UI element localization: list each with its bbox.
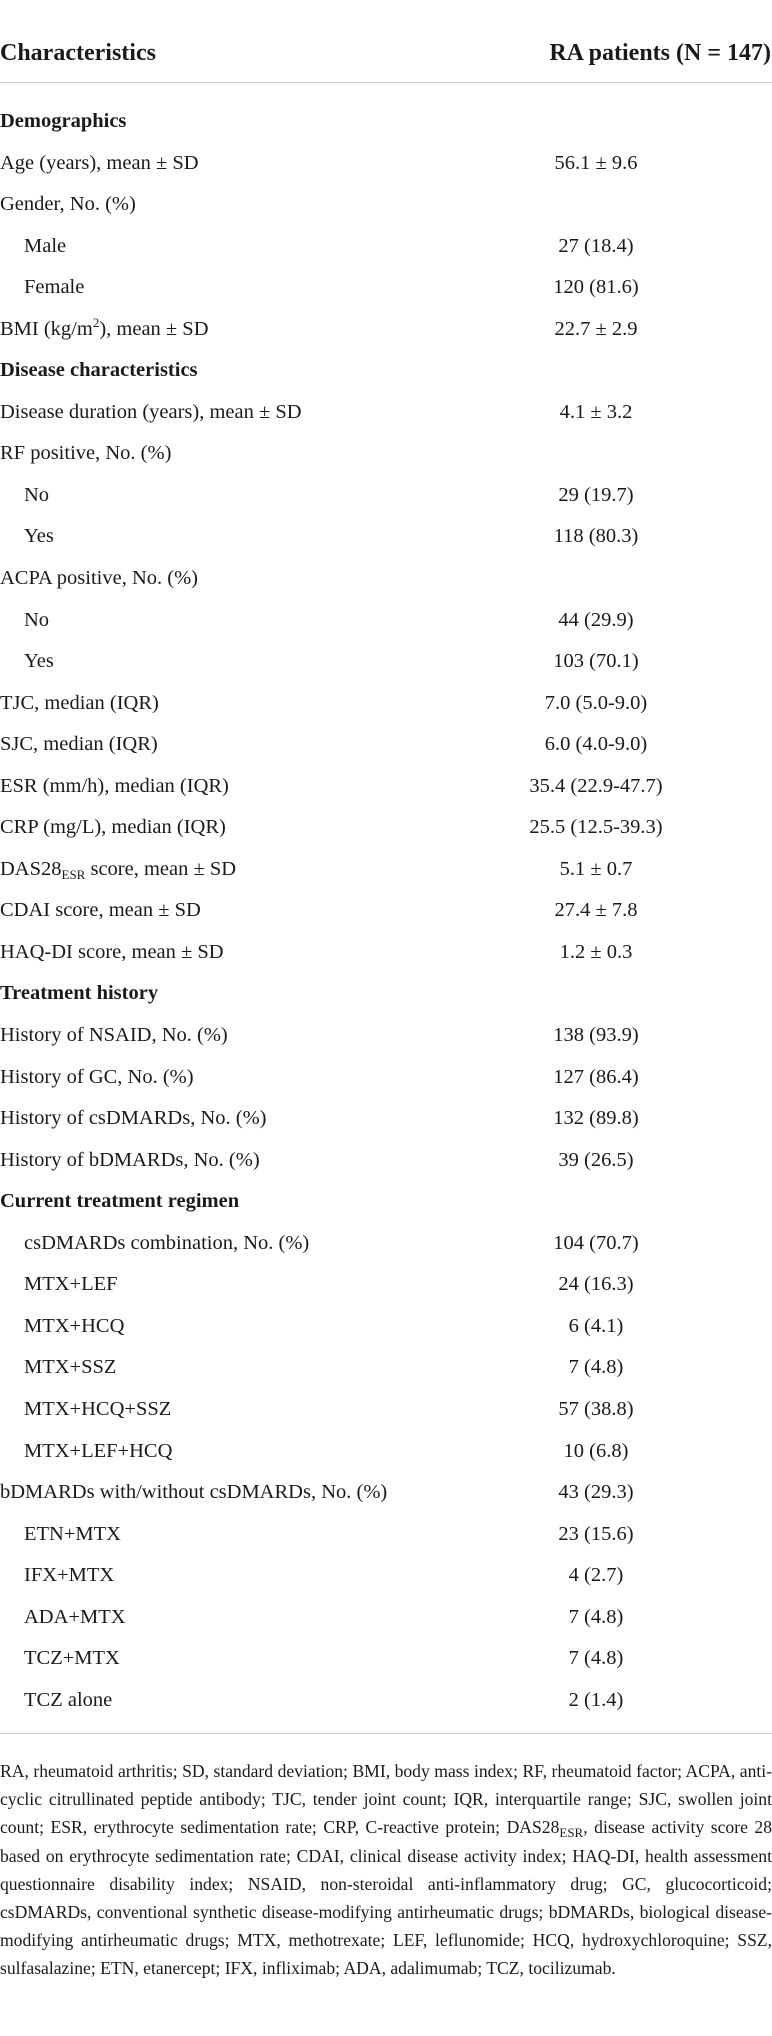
row-label-text: IFX+MTX (24, 1564, 115, 1587)
row-label-text: TCZ alone (24, 1688, 113, 1711)
row-value: 138 (93.9) (553, 1024, 639, 1047)
row-value: 6.0 (4.0-9.0) (544, 733, 648, 756)
row-label (24, 1347, 116, 1389)
row-label-text: MTX+HCQ (24, 1314, 125, 1337)
row-label-text: MTX+SSZ (24, 1356, 117, 1379)
row-label-text: RF positive, No. (%) (0, 442, 172, 465)
row-label (0, 1140, 260, 1182)
row-label-text: CRP (mg/L), median (IQR) (0, 816, 226, 839)
row-value: 6 (4.1) (568, 1314, 624, 1337)
row-label-text: Demographics (0, 110, 127, 132)
row-label (0, 433, 171, 475)
row-value: 39 (26.5) (558, 1148, 634, 1171)
row-value: 24 (16.3) (558, 1273, 634, 1296)
footnote-text-part1: RA, rheumatoid arthritis; SD, standard deviation; BMI, body mass index; RF, rheumatoid factor; ACPA, anti-cyclic citrullinated peptide antibody; TJC, tender joint count; IQR, interquartile range; SJC, swollen joint count; ESR, erythrocyte sedimentation rate; CRP, C-reactive protein; DAS28 (0, 1761, 772, 1838)
row-label-text: ADA+MTX (24, 1605, 126, 1628)
row-label (0, 1015, 228, 1057)
row-label (0, 558, 198, 600)
characteristics-table (0, 12, 772, 1734)
row-value: 103 (70.1) (553, 650, 639, 673)
row-label-text: No (24, 483, 50, 506)
row-value: 127 (86.4) (553, 1065, 639, 1088)
row-value: 7 (4.8) (568, 1356, 624, 1379)
table-row (0, 392, 772, 434)
row-label (24, 600, 49, 642)
row-label (0, 309, 209, 351)
table-row (0, 558, 772, 600)
row-label-text: MTX+LEF (24, 1273, 118, 1296)
row-label (0, 807, 226, 849)
table-row (0, 932, 772, 974)
section-heading (0, 101, 126, 143)
row-label (0, 932, 224, 974)
table-header (0, 12, 772, 83)
row-label (24, 1680, 112, 1722)
table-row (0, 143, 772, 185)
row-label-text: Treatment history (0, 982, 159, 1005)
row-label (24, 1389, 171, 1431)
row-label (0, 890, 201, 932)
row-label-text: Gender, No. (%) (0, 193, 136, 216)
section-heading-row (0, 973, 772, 1015)
row-label-text: Female (24, 276, 85, 299)
row-value: 44 (29.9) (558, 608, 634, 631)
table-row (0, 683, 772, 725)
row-label-text: Current treatment regimen (0, 1190, 240, 1213)
row-value: 7 (4.8) (568, 1647, 624, 1670)
row-label-text: ESR (mm/h), median (IQR) (0, 774, 229, 797)
footnote-text-part2: , disease activity score 28 based on erythrocyte sedimentation rate; CDAI, clinical disease activity index; HAQ-DI, health assessment questionnaire disability index; NSAID, non-steroidal anti-inflammatory drug; GC, glucocorticoid; csDMARDs, conventional synthetic disease-modifying antirheumatic drugs; bDMARDs, biological disease-modifying antirheumatic drugs; MTX, methotrexate; LEF, leflunomide; HCQ, hydroxychloroquine; SSZ, sulfasalazine; ETN, etanercept; IFX, infliximab; ADA, adalimumab; TCZ, tocilizumab. (0, 1817, 772, 1979)
row-label-text: bDMARDs with/without csDMARDs, No. (%) (0, 1481, 388, 1504)
row-value: 27 (18.4) (558, 234, 634, 257)
row-label-text: Age (years), mean ± SD (0, 151, 199, 174)
row-label-text: No (24, 608, 50, 631)
table-row (0, 1140, 772, 1182)
section-heading-row (0, 350, 772, 392)
row-value: 118 (80.3) (553, 525, 639, 548)
table-row (0, 766, 772, 808)
row-label-text: History of bDMARDs, No. (%) (0, 1148, 260, 1171)
row-label-text: Yes (24, 650, 54, 673)
table-row (0, 1264, 772, 1306)
row-value: 35.4 (22.9-47.7) (529, 774, 663, 797)
table-row (0, 1306, 772, 1348)
section-heading-row (0, 1181, 772, 1223)
table-row (0, 1472, 772, 1514)
row-label-text: Male (24, 234, 67, 257)
row-value: 56.1 ± 9.6 (554, 151, 638, 174)
row-value: 120 (81.6) (553, 276, 639, 299)
footnote-subscript: ESR (559, 1825, 584, 1841)
section-heading (0, 973, 158, 1015)
row-label (24, 1306, 124, 1348)
row-label (0, 1057, 194, 1099)
row-label-text: TCZ+MTX (24, 1647, 120, 1670)
row-label-text: BMI (kg/m (0, 317, 93, 340)
row-label (24, 1431, 172, 1473)
table-row (0, 849, 772, 891)
table-row (0, 890, 772, 932)
row-label-text: Disease characteristics (0, 359, 198, 382)
row-label (24, 1638, 120, 1680)
table-row (0, 1431, 772, 1473)
row-value: 132 (89.8) (553, 1107, 639, 1130)
row-label (24, 1223, 309, 1265)
table-row (0, 1098, 772, 1140)
row-label-text: MTX+HCQ+SSZ (24, 1397, 172, 1420)
row-label (24, 1555, 114, 1597)
table-row (0, 600, 772, 642)
row-label-text: Yes (24, 525, 54, 548)
table-row (0, 1223, 772, 1265)
row-value: 27.4 ± 7.8 (554, 899, 638, 922)
row-value: 7.0 (5.0-9.0) (544, 691, 648, 714)
row-label (0, 392, 302, 434)
table-footnote (0, 1757, 772, 1983)
row-label-text: DAS28 (0, 857, 62, 880)
table-row (0, 267, 772, 309)
table-row (0, 1514, 772, 1556)
row-label-text: ETN+MTX (24, 1522, 121, 1545)
row-value: 4.1 ± 3.2 (559, 400, 633, 423)
row-label-text: History of NSAID, No. (%) (0, 1024, 228, 1047)
table-row (0, 516, 772, 558)
row-value: 104 (70.7) (553, 1231, 639, 1254)
section-heading (0, 1181, 239, 1223)
row-label (24, 267, 84, 309)
row-value: 25.5 (12.5-39.3) (529, 816, 663, 839)
table-row (0, 1555, 772, 1597)
table-row (0, 1347, 772, 1389)
row-value: 23 (15.6) (558, 1522, 634, 1545)
table-row (0, 433, 772, 475)
row-label-text: TJC, median (IQR) (0, 691, 159, 714)
table-row (0, 641, 772, 683)
row-label (0, 1472, 387, 1514)
row-value: 43 (29.3) (558, 1481, 634, 1504)
table-row (0, 184, 772, 226)
row-value: 29 (19.7) (558, 483, 634, 506)
row-label (0, 683, 159, 725)
row-label (0, 849, 236, 891)
row-label-text: Disease duration (years), mean ± SD (0, 400, 302, 423)
row-label-text: History of csDMARDs, No. (%) (0, 1107, 267, 1130)
row-label-text-after: score, mean ± SD (85, 857, 237, 880)
table-body (0, 83, 772, 1721)
row-label (24, 516, 54, 558)
table-row (0, 1015, 772, 1057)
row-label-text: CDAI score, mean ± SD (0, 899, 201, 922)
row-value: 7 (4.8) (568, 1605, 624, 1628)
row-value: 2 (1.4) (568, 1688, 624, 1711)
table-row (0, 226, 772, 268)
row-value: 5.1 ± 0.7 (559, 857, 633, 880)
row-value: 1.2 ± 0.3 (559, 940, 633, 963)
row-label (24, 1264, 118, 1306)
row-label (24, 1597, 126, 1639)
table-row (0, 724, 772, 766)
row-label-text: csDMARDs combination, No. (%) (24, 1231, 310, 1254)
row-label (24, 641, 54, 683)
row-label (24, 1514, 121, 1556)
row-label-text: ACPA positive, No. (%) (0, 567, 198, 590)
row-label-text: History of GC, No. (%) (0, 1065, 194, 1088)
section-heading-row (0, 101, 772, 143)
row-label (0, 1098, 266, 1140)
row-label (0, 143, 199, 185)
row-value: 4 (2.7) (568, 1564, 624, 1587)
row-value: 10 (6.8) (563, 1439, 629, 1462)
header-ra-patients: RA patients (N = 147) (549, 40, 771, 66)
table-row (0, 807, 772, 849)
table-row (0, 1597, 772, 1639)
table-row (0, 1389, 772, 1431)
row-label-text-after: ), mean ± SD (99, 317, 209, 340)
row-label-text: SJC, median (IQR) (0, 733, 158, 756)
row-label (0, 766, 229, 808)
row-label (0, 724, 158, 766)
section-heading (0, 350, 198, 392)
table-bottom-rule (0, 1733, 772, 1734)
row-label (0, 184, 136, 226)
row-label (24, 475, 49, 517)
row-label-text: HAQ-DI score, mean ± SD (0, 940, 224, 963)
row-label (24, 226, 66, 268)
row-value: 57 (38.8) (558, 1397, 634, 1420)
table-row (0, 1638, 772, 1680)
table-row (0, 475, 772, 517)
table-row (0, 1680, 772, 1722)
row-label-superscript: 2 (92, 314, 100, 330)
row-label-text: MTX+LEF+HCQ (24, 1439, 173, 1462)
header-characteristics: Characteristics (0, 40, 156, 66)
row-label-subscript: ESR (61, 866, 86, 882)
table-row (0, 309, 772, 351)
table-row (0, 1057, 772, 1099)
row-value: 22.7 ± 2.9 (554, 317, 638, 340)
